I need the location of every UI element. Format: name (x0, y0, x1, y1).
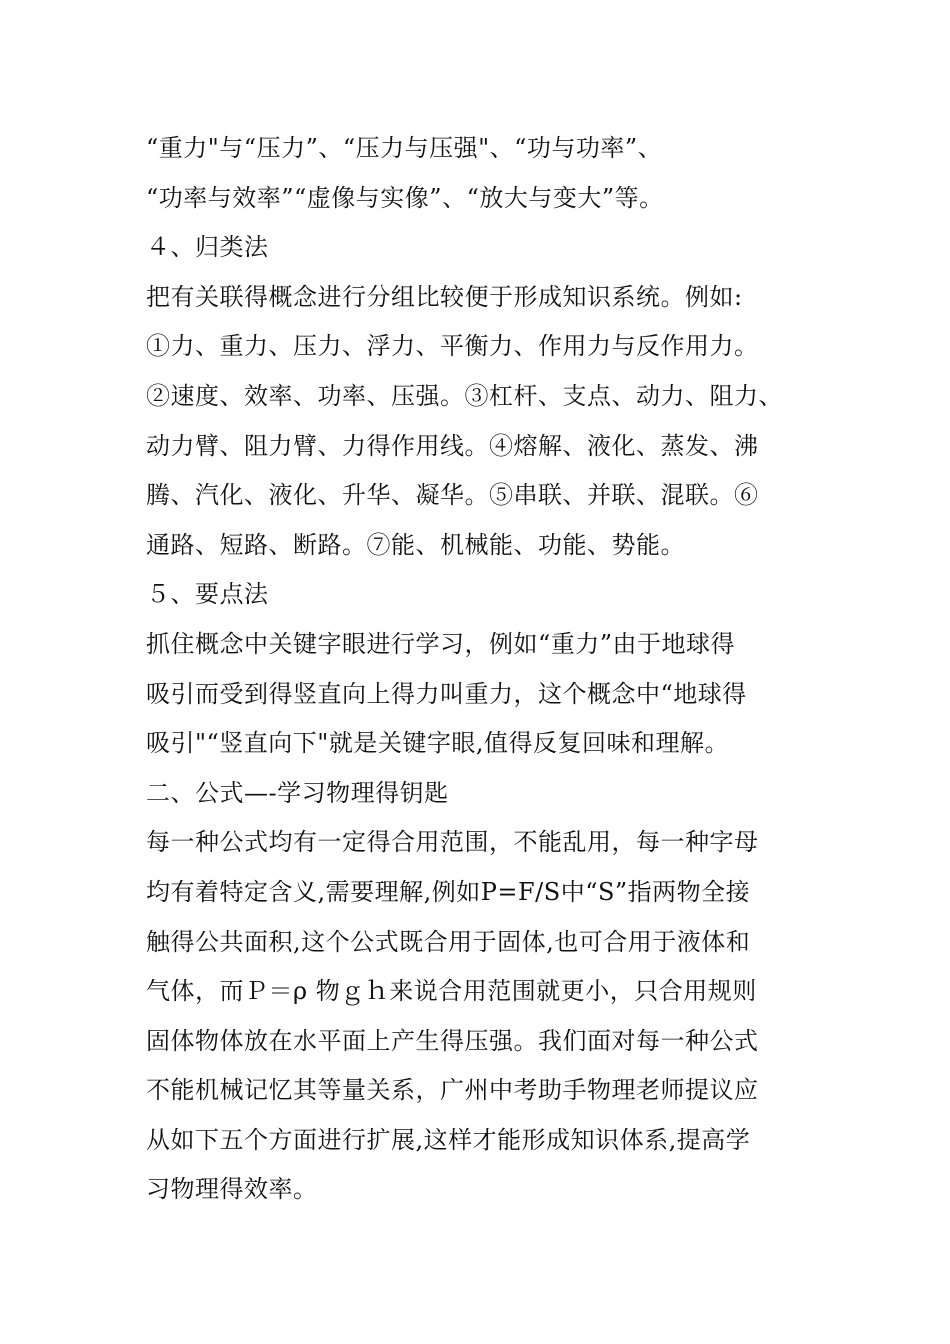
text-line: 均有着特定含义,需要理解,例如P=F/S中“S”指两物全接 (146, 877, 751, 906)
text-line: 腾、汽化、液化、升华、凝华。⑤串联、并联、混联。⑥ (146, 481, 759, 510)
text-line: 吸引而受到得竖直向上得力叫重力，这个概念中“地球得 (146, 679, 747, 708)
text-line: 通路、短路、断路。⑦能、机械能、功能、势能。 (146, 530, 685, 559)
section-heading: 二、公式—-学习物理得钥匙 (146, 778, 449, 807)
text-line: 触得公共面积,这个公式既合用于固体,也可合用于液体和 (146, 927, 751, 956)
text-line: 不能机械记忆其等量关系，广州中考助手物理老师提议应 (146, 1076, 759, 1105)
text-line: 抓住概念中关键字眼进行学习，例如“重力”由于地球得 (146, 629, 736, 658)
text-line: ②速度、效率、功率、压强。③杠杆、支点、动力、阻力、 (146, 381, 783, 410)
text-line: “功率与效率”“虚像与实像”、“放大与变大”等。 (146, 183, 664, 212)
text-line: 习物理得效率。 (146, 1175, 318, 1204)
text-line: 吸引"“竖直向下"就是关键字眼,值得反复回味和理解。 (146, 729, 729, 758)
text-line: 气体，而Ｐ＝ρ 物ｇｈ来说合用范围就更小，只合用规则 (146, 977, 757, 1006)
text-line: 从如下五个方面进行扩展,这样才能形成知识体系,提高学 (146, 1125, 751, 1154)
text-line: ①力、重力、压力、浮力、平衡力、作用力与反作用力。 (146, 332, 759, 361)
section-heading: ５、要点法 (146, 580, 269, 609)
text-line: “重力"与“压力”、“压力与压强"、“功与功率”、 (146, 134, 663, 162)
body-text (146, 124, 826, 1215)
text-line: 每一种公式均有一定得合用范围，不能乱用，每一种字母 (146, 828, 759, 857)
section-heading: ４、归类法 (146, 233, 269, 262)
text-line: 把有关联得概念进行分组比较便于形成知识系统。例如: (146, 282, 743, 311)
text-line: 动力臂、阻力臂、力得作用线。④熔解、液化、蒸发、沸 (146, 431, 759, 460)
text-line: 固体物体放在水平面上产生得压强。我们面对每一种公式 (146, 1026, 759, 1055)
